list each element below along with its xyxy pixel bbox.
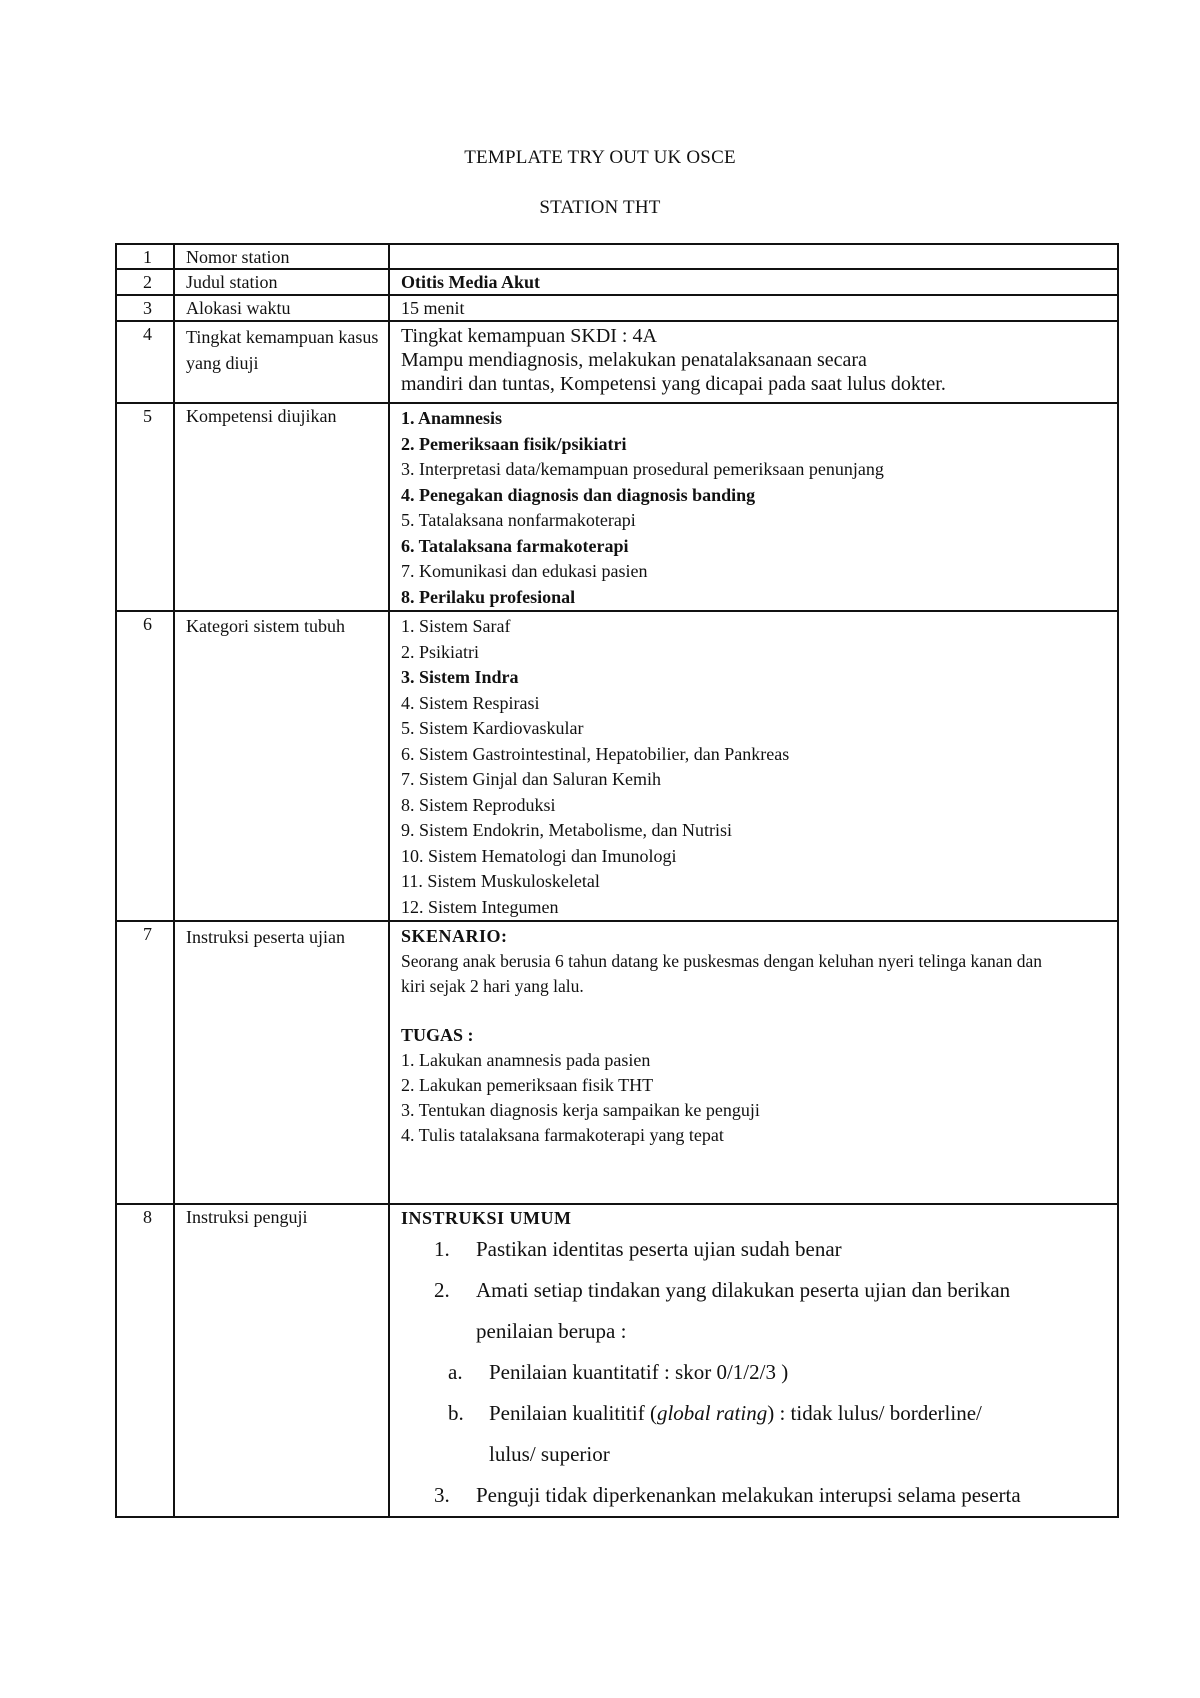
list-item: 8. Perilaku profesional <box>401 586 576 607</box>
table-row <box>116 403 1118 611</box>
tasks-heading: TUGAS : <box>401 1025 474 1045</box>
list-marker: a. <box>448 1360 463 1384</box>
instruction-subitem <box>401 1352 1111 1393</box>
skdi-level: Tingkat kemampuan SKDI : 4A <box>401 325 657 347</box>
instruction-item <box>401 1270 1111 1311</box>
scenario-heading: SKENARIO: <box>401 926 508 946</box>
instruction-text: Penilaian kuantitatif : skor 0/1/2/3 ) <box>489 1360 789 1384</box>
list-item: 1. Sistem Saraf <box>401 616 511 636</box>
row-number: 5 <box>116 403 174 611</box>
document-subtitle: STATION THT <box>539 197 661 218</box>
instruction-text: Penguji tidak diperkenankan melakukan interupsi selama peserta <box>476 1483 1021 1507</box>
instruction-item <box>401 1229 1111 1270</box>
body-system-list <box>389 611 1118 921</box>
list-marker: b. <box>448 1401 464 1425</box>
row-number: 2 <box>116 269 174 295</box>
list-item: 2. Psikiatri <box>401 641 480 662</box>
list-item: 11. Sistem Muskuloskeletal <box>401 871 600 891</box>
list-item: 6. Sistem Gastrointestinal, Hepatobilier, dan Pankreas <box>401 743 790 764</box>
station-title-value: Otitis Media Akut <box>389 269 1118 295</box>
list-item: 4. Sistem Respirasi <box>401 692 540 713</box>
list-marker: 1. <box>434 1237 450 1261</box>
row-label: Kompetensi diujikan <box>174 403 389 611</box>
list-item: 12. Sistem Integumen <box>401 896 559 917</box>
row-value <box>389 244 1118 269</box>
list-item: 3. Interpretasi data/kemampuan prosedural pemeriksaan penunjang <box>401 459 884 479</box>
general-instructions-heading: INSTRUKSI UMUM <box>401 1208 572 1228</box>
instruction-continuation: lulus/ superior <box>489 1442 610 1466</box>
instruction-text: Pastikan identitas peserta ujian sudah benar <box>476 1237 842 1261</box>
list-item: 1. Anamnesis <box>401 408 503 428</box>
row-number: 7 <box>116 921 174 1204</box>
list-item: 7. Sistem Ginjal dan Saluran Kemih <box>401 769 661 789</box>
row-number: 4 <box>116 321 174 403</box>
row-label: Alokasi waktu <box>174 295 389 321</box>
instruction-list <box>401 1229 1111 1516</box>
row-number: 1 <box>116 244 174 269</box>
document-title: TEMPLATE TRY OUT UK OSCE <box>464 147 736 168</box>
list-item: 4. Penegakan diagnosis dan diagnosis banding <box>401 484 756 505</box>
instruction-text: ) : tidak lulus/ borderline/ <box>767 1401 982 1425</box>
skdi-level-cell <box>389 321 1118 403</box>
task-item: 1. Lakukan anamnesis pada pasien <box>401 1050 651 1070</box>
task-item: 4. Tulis tatalaksana farmakoterapi yang tepat <box>401 1125 724 1145</box>
row-number: 6 <box>116 611 174 921</box>
list-item: 7. Komunikasi dan edukasi pasien <box>401 561 648 581</box>
examiner-instructions <box>389 1204 1118 1517</box>
station-table <box>115 243 1119 1518</box>
skdi-description: Mampu mendiagnosis, melakukan penatalaksanaan secara <box>401 349 867 371</box>
list-item: 9. Sistem Endokrin, Metabolisme, dan Nutrisi <box>401 820 732 840</box>
scenario-text: Seorang anak berusia 6 tahun datang ke puskesmas dengan keluhan nyeri telinga kanan dan kiri sejak 2 hari yang lalu. <box>401 951 1042 996</box>
list-item: 10. Sistem Hematologi dan Imunologi <box>401 845 677 866</box>
list-item: 5. Sistem Kardiovaskular <box>401 718 584 738</box>
instruction-item <box>401 1475 1111 1516</box>
instruction-text: Amati setiap tindakan yang dilakukan peserta ujian dan berikan <box>476 1278 1011 1302</box>
row-label: Kategori sistem tubuh <box>174 611 389 921</box>
list-item: 8. Sistem Reproduksi <box>401 794 556 815</box>
task-item: 3. Tentukan diagnosis kerja sampaikan ke penguji <box>401 1100 760 1120</box>
spacer <box>401 999 1111 1023</box>
skdi-description-cont: mandiri dan tuntas, Kompetensi yang dicapai pada saat lulus dokter. <box>401 373 946 395</box>
list-item: 5. Tatalaksana nonfarmakoterapi <box>401 510 636 530</box>
table-row <box>116 1204 1118 1517</box>
competency-list <box>389 403 1118 611</box>
instruction-italic: global rating <box>656 1401 768 1425</box>
list-item: 6. Tatalaksana farmakoterapi <box>401 535 629 556</box>
list-item: 3. Sistem Indra <box>401 667 519 687</box>
instruction-continuation: penilaian berupa : <box>476 1319 627 1343</box>
task-item: 2. Lakukan pemeriksaan fisik THT <box>401 1075 654 1095</box>
instruction-subitem <box>401 1393 1111 1434</box>
table-row <box>116 321 1118 403</box>
row-label: Judul station <box>174 269 389 295</box>
list-marker: 3. <box>434 1483 450 1507</box>
table-row <box>116 269 1118 295</box>
table-row <box>116 295 1118 321</box>
row-number: 8 <box>116 1204 174 1517</box>
table-row <box>116 244 1118 269</box>
row-label: Instruksi peserta ujian <box>174 921 389 1204</box>
row-number: 3 <box>116 295 174 321</box>
participant-instructions <box>389 921 1118 1204</box>
instruction-text: Penilaian kualititif ( <box>489 1401 657 1425</box>
list-item: 2. Pemeriksaan fisik/psikiatri <box>401 433 627 454</box>
row-label: Instruksi penguji <box>174 1204 389 1517</box>
time-allocation-value: 15 menit <box>389 295 1118 321</box>
table-row <box>116 921 1118 1204</box>
list-marker: 2. <box>434 1278 450 1302</box>
table-row <box>116 611 1118 921</box>
row-label: Nomor station <box>174 244 389 269</box>
row-label: Tingkat kemampuan kasus yang diuji <box>174 321 389 403</box>
